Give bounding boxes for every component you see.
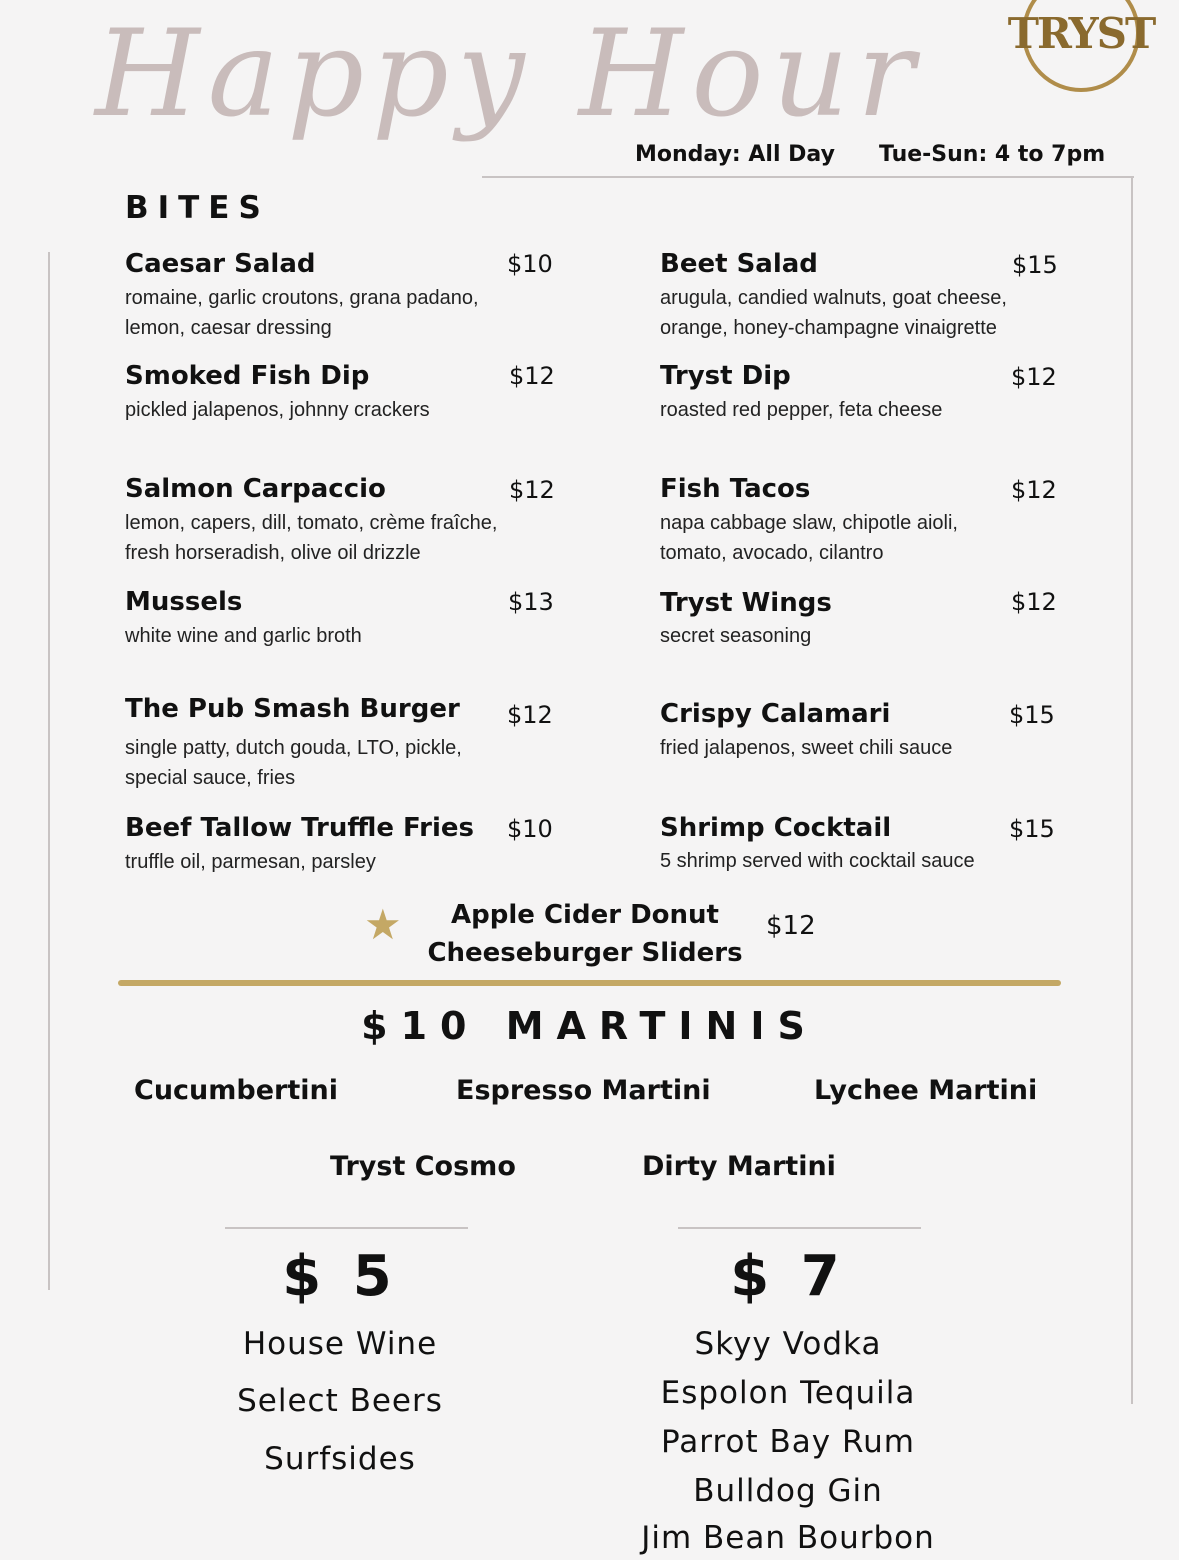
martini-item: Tryst Cosmo xyxy=(330,1151,516,1182)
menu-item-name: Salmon Carpaccio xyxy=(125,474,386,504)
menu-item-desc: orange, honey-champagne vinaigrette xyxy=(660,317,997,339)
menu-item-price: $13 xyxy=(508,588,554,616)
hours-monday: Monday: All Day xyxy=(635,142,835,167)
menu-item-name: Smoked Fish Dip xyxy=(125,361,370,391)
drink-item: Parrot Bay Rum xyxy=(661,1424,915,1460)
menu-item-name: Tryst Wings xyxy=(660,588,832,618)
hours-tue-sun: Tue-Sun: 4 to 7pm xyxy=(879,142,1106,167)
featured-item-price: $12 xyxy=(766,911,816,941)
divider-5 xyxy=(225,1227,468,1229)
menu-item-desc: tomato, avocado, cilantro xyxy=(660,542,884,564)
menu-item-desc: 5 shrimp served with cocktail sauce xyxy=(660,850,975,872)
menu-item-desc: lemon, caesar dressing xyxy=(125,317,332,339)
menu-item-desc: lemon, capers, dill, tomato, crème fraîche, xyxy=(125,512,498,534)
drink-item: Jim Bean Bourbon xyxy=(641,1520,935,1556)
menu-item-name: Beef Tallow Truffle Fries xyxy=(125,813,474,843)
featured-name-line2: Cheeseburger Sliders xyxy=(427,938,743,968)
featured-name-line1: Apple Cider Donut xyxy=(451,900,719,930)
frame-left-line xyxy=(48,252,50,1290)
menu-item-price: $15 xyxy=(1009,701,1055,729)
menu-item-price: $12 xyxy=(507,701,553,729)
menu-item-desc: single patty, dutch gouda, LTO, pickle, xyxy=(125,737,462,759)
frame-top-line xyxy=(482,176,1134,178)
menu-item-desc: roasted red pepper, feta cheese xyxy=(660,399,943,421)
martini-item: Espresso Martini xyxy=(456,1075,711,1106)
menu-item-name: Beet Salad xyxy=(660,249,818,279)
menu-item-desc: pickled jalapenos, johnny crackers xyxy=(125,399,430,421)
menu-item-desc: secret seasoning xyxy=(660,625,812,647)
page-title: Happy Hour xyxy=(95,5,923,144)
menu-item-price: $12 xyxy=(509,362,555,390)
menu-item-name: The Pub Smash Burger xyxy=(125,694,460,724)
menu-item-name: Tryst Dip xyxy=(660,361,791,391)
menu-item-price: $15 xyxy=(1009,815,1055,843)
drink-item: Surfsides xyxy=(264,1441,416,1477)
drink-item: Bulldog Gin xyxy=(693,1473,883,1509)
menu-item-price: $10 xyxy=(507,815,553,843)
frame-right-line xyxy=(1131,176,1133,1404)
price-heading-5: $ 5 xyxy=(282,1244,398,1309)
menu-item-price: $12 xyxy=(509,476,555,504)
menu-item-desc: romaine, garlic croutons, grana padano, xyxy=(125,287,479,309)
tryst-logo: TRYST xyxy=(1022,0,1140,92)
divider-7 xyxy=(678,1227,921,1229)
menu-item-desc: fried jalapenos, sweet chili sauce xyxy=(660,737,953,759)
martini-item: Cucumbertini xyxy=(134,1075,338,1106)
drink-item: House Wine xyxy=(242,1326,438,1362)
menu-item-name: Fish Tacos xyxy=(660,474,811,504)
drink-item: Skyy Vodka xyxy=(694,1326,882,1362)
martini-item: Dirty Martini xyxy=(642,1151,836,1182)
menu-item-name: Caesar Salad xyxy=(125,249,316,279)
menu-item-price: $12 xyxy=(1011,363,1057,391)
menu-item-price: $12 xyxy=(1011,476,1057,504)
menu-item-desc: white wine and garlic broth xyxy=(125,625,362,647)
menu-item-price: $10 xyxy=(507,250,553,278)
menu-item-name: Mussels xyxy=(125,587,243,617)
menu-item-desc: fresh horseradish, olive oil drizzle xyxy=(125,542,421,564)
menu-item-name: Crispy Calamari xyxy=(660,699,891,729)
featured-item-name xyxy=(415,896,755,972)
star-icon: ★ xyxy=(364,900,402,949)
menu-item-desc: arugula, candied walnuts, goat cheese, xyxy=(660,287,1007,309)
menu-item-price: $15 xyxy=(1012,251,1058,279)
martini-item: Lychee Martini xyxy=(814,1075,1038,1106)
price-heading-7: $ 7 xyxy=(730,1244,846,1309)
martinis-heading: $10 MARTINIS xyxy=(361,1004,818,1048)
menu-item-desc: special sauce, fries xyxy=(125,767,296,789)
drink-item: Select Beers xyxy=(237,1383,443,1419)
menu-item-desc: napa cabbage slaw, chipotle aioli, xyxy=(660,512,958,534)
gold-divider xyxy=(118,980,1061,986)
menu-item-price: $12 xyxy=(1011,588,1057,616)
drink-item: Espolon Tequila xyxy=(660,1375,916,1411)
menu-item-name: Shrimp Cocktail xyxy=(660,813,892,843)
menu-item-desc: truffle oil, parmesan, parsley xyxy=(125,851,376,873)
bites-heading: BITES xyxy=(125,190,270,226)
